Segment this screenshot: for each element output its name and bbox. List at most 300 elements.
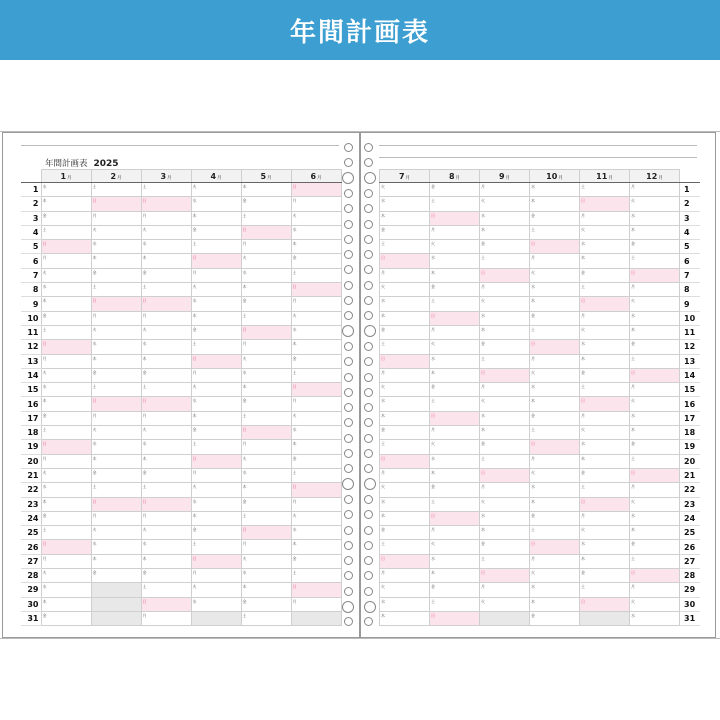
day-cell[interactable] — [241, 254, 291, 268]
day-cell[interactable] — [41, 325, 91, 339]
day-cell[interactable] — [191, 368, 241, 382]
day-cell[interactable] — [430, 483, 480, 497]
day-cell[interactable] — [141, 254, 191, 268]
day-cell[interactable] — [380, 340, 430, 354]
day-cell[interactable] — [141, 511, 191, 525]
day-cell[interactable] — [580, 468, 630, 482]
day-cell[interactable] — [480, 540, 530, 554]
day-cell[interactable] — [141, 383, 191, 397]
day-cell[interactable] — [41, 440, 91, 454]
day-cell[interactable] — [91, 197, 141, 211]
day-cell[interactable] — [630, 311, 680, 325]
day-cell[interactable] — [291, 426, 341, 440]
day-cell[interactable] — [530, 240, 580, 254]
day-cell[interactable] — [480, 383, 530, 397]
day-cell[interactable] — [380, 440, 430, 454]
day-cell[interactable] — [530, 583, 580, 597]
day-cell[interactable] — [430, 268, 480, 282]
day-cell[interactable] — [480, 511, 530, 525]
day-cell[interactable] — [241, 440, 291, 454]
day-cell[interactable] — [291, 340, 341, 354]
day-cell[interactable] — [291, 354, 341, 368]
day-cell[interactable] — [141, 554, 191, 568]
day-cell[interactable] — [630, 483, 680, 497]
day-cell[interactable] — [191, 526, 241, 540]
day-cell[interactable] — [580, 197, 630, 211]
day-cell[interactable] — [291, 540, 341, 554]
day-cell[interactable] — [41, 197, 91, 211]
day-cell[interactable] — [630, 497, 680, 511]
day-cell[interactable] — [191, 468, 241, 482]
day-cell[interactable] — [191, 183, 241, 197]
day-cell[interactable] — [480, 240, 530, 254]
day-cell[interactable] — [380, 197, 430, 211]
day-cell[interactable] — [380, 183, 430, 197]
day-cell[interactable] — [430, 311, 480, 325]
day-cell[interactable] — [430, 597, 480, 611]
day-cell[interactable] — [480, 397, 530, 411]
day-cell[interactable] — [380, 254, 430, 268]
day-cell[interactable] — [580, 283, 630, 297]
day-cell[interactable] — [141, 197, 191, 211]
day-cell[interactable] — [191, 540, 241, 554]
day-cell[interactable] — [291, 454, 341, 468]
day-cell[interactable] — [291, 497, 341, 511]
day-cell[interactable] — [241, 540, 291, 554]
day-cell[interactable] — [530, 283, 580, 297]
day-cell[interactable] — [241, 197, 291, 211]
day-cell[interactable] — [291, 511, 341, 525]
day-cell[interactable] — [530, 526, 580, 540]
day-cell[interactable] — [580, 311, 630, 325]
day-cell[interactable] — [291, 225, 341, 239]
day-cell[interactable] — [191, 268, 241, 282]
day-cell[interactable] — [191, 383, 241, 397]
day-cell[interactable] — [91, 597, 141, 611]
day-cell[interactable] — [380, 597, 430, 611]
day-cell[interactable] — [241, 368, 291, 382]
day-cell[interactable] — [580, 497, 630, 511]
day-cell[interactable] — [380, 297, 430, 311]
day-cell[interactable] — [480, 569, 530, 583]
day-cell[interactable] — [191, 211, 241, 225]
day-cell[interactable] — [580, 297, 630, 311]
day-cell[interactable] — [480, 283, 530, 297]
day-cell[interactable] — [291, 254, 341, 268]
day-cell[interactable] — [480, 526, 530, 540]
day-cell[interactable] — [530, 340, 580, 354]
day-cell[interactable] — [91, 540, 141, 554]
day-cell[interactable] — [41, 297, 91, 311]
day-cell[interactable] — [430, 611, 480, 625]
day-cell[interactable] — [141, 611, 191, 625]
day-cell[interactable] — [580, 440, 630, 454]
day-cell[interactable] — [380, 611, 430, 625]
day-cell[interactable] — [580, 354, 630, 368]
day-cell[interactable] — [480, 268, 530, 282]
day-cell[interactable] — [191, 240, 241, 254]
day-cell[interactable] — [141, 397, 191, 411]
day-cell[interactable] — [630, 554, 680, 568]
day-cell[interactable] — [91, 183, 141, 197]
day-cell[interactable] — [580, 511, 630, 525]
day-cell[interactable] — [41, 411, 91, 425]
day-cell[interactable] — [430, 297, 480, 311]
day-cell[interactable] — [291, 526, 341, 540]
day-cell[interactable] — [291, 397, 341, 411]
day-cell[interactable] — [580, 397, 630, 411]
day-cell[interactable] — [530, 611, 580, 625]
day-cell[interactable] — [91, 311, 141, 325]
day-cell[interactable] — [191, 611, 241, 625]
day-cell[interactable] — [580, 454, 630, 468]
day-cell[interactable] — [241, 483, 291, 497]
day-cell[interactable] — [91, 526, 141, 540]
day-cell[interactable] — [630, 454, 680, 468]
day-cell[interactable] — [580, 569, 630, 583]
day-cell[interactable] — [430, 183, 480, 197]
day-cell[interactable] — [241, 325, 291, 339]
day-cell[interactable] — [91, 611, 141, 625]
day-cell[interactable] — [630, 225, 680, 239]
day-cell[interactable] — [630, 583, 680, 597]
day-cell[interactable] — [241, 297, 291, 311]
day-cell[interactable] — [630, 197, 680, 211]
day-cell[interactable] — [141, 297, 191, 311]
day-cell[interactable] — [241, 397, 291, 411]
day-cell[interactable] — [291, 569, 341, 583]
day-cell[interactable] — [580, 411, 630, 425]
day-cell[interactable] — [530, 468, 580, 482]
day-cell[interactable] — [430, 340, 480, 354]
day-cell[interactable] — [430, 583, 480, 597]
day-cell[interactable] — [580, 340, 630, 354]
day-cell[interactable] — [141, 497, 191, 511]
day-cell[interactable] — [480, 354, 530, 368]
day-cell[interactable] — [191, 569, 241, 583]
day-cell[interactable] — [530, 426, 580, 440]
day-cell[interactable] — [141, 454, 191, 468]
day-cell[interactable] — [530, 554, 580, 568]
day-cell[interactable] — [141, 569, 191, 583]
day-cell[interactable] — [91, 468, 141, 482]
day-cell[interactable] — [430, 511, 480, 525]
day-cell[interactable] — [141, 283, 191, 297]
day-cell[interactable] — [430, 411, 480, 425]
day-cell[interactable] — [630, 383, 680, 397]
day-cell[interactable] — [580, 583, 630, 597]
day-cell[interactable] — [430, 283, 480, 297]
day-cell[interactable] — [530, 368, 580, 382]
day-cell[interactable] — [430, 197, 480, 211]
day-cell[interactable] — [91, 368, 141, 382]
day-cell[interactable] — [91, 240, 141, 254]
day-cell[interactable] — [41, 211, 91, 225]
day-cell[interactable] — [241, 526, 291, 540]
day-cell[interactable] — [530, 225, 580, 239]
day-cell[interactable] — [380, 397, 430, 411]
day-cell[interactable] — [91, 554, 141, 568]
day-cell[interactable] — [380, 368, 430, 382]
day-cell[interactable] — [630, 511, 680, 525]
day-cell[interactable] — [480, 426, 530, 440]
day-cell[interactable] — [241, 411, 291, 425]
day-cell[interactable] — [191, 426, 241, 440]
day-cell[interactable] — [530, 454, 580, 468]
day-cell[interactable] — [430, 454, 480, 468]
day-cell[interactable] — [480, 497, 530, 511]
day-cell[interactable] — [380, 468, 430, 482]
day-cell[interactable] — [291, 411, 341, 425]
day-cell[interactable] — [580, 325, 630, 339]
day-cell[interactable] — [480, 483, 530, 497]
day-cell[interactable] — [380, 540, 430, 554]
day-cell[interactable] — [530, 354, 580, 368]
day-cell[interactable] — [480, 468, 530, 482]
day-cell[interactable] — [480, 597, 530, 611]
day-cell[interactable] — [41, 497, 91, 511]
day-cell[interactable] — [380, 511, 430, 525]
day-cell[interactable] — [530, 440, 580, 454]
day-cell[interactable] — [41, 569, 91, 583]
day-cell[interactable] — [191, 554, 241, 568]
day-cell[interactable] — [380, 483, 430, 497]
day-cell[interactable] — [630, 397, 680, 411]
day-cell[interactable] — [241, 611, 291, 625]
day-cell[interactable] — [41, 468, 91, 482]
day-cell[interactable] — [630, 368, 680, 382]
day-cell[interactable] — [91, 569, 141, 583]
day-cell[interactable] — [630, 597, 680, 611]
day-cell[interactable] — [380, 411, 430, 425]
day-cell[interactable] — [291, 283, 341, 297]
day-cell[interactable] — [91, 397, 141, 411]
day-cell[interactable] — [91, 454, 141, 468]
day-cell[interactable] — [580, 483, 630, 497]
day-cell[interactable] — [241, 183, 291, 197]
day-cell[interactable] — [141, 354, 191, 368]
day-cell[interactable] — [141, 440, 191, 454]
day-cell[interactable] — [291, 554, 341, 568]
day-cell[interactable] — [430, 225, 480, 239]
day-cell[interactable] — [91, 225, 141, 239]
day-cell[interactable] — [480, 340, 530, 354]
day-cell[interactable] — [241, 554, 291, 568]
day-cell[interactable] — [141, 540, 191, 554]
day-cell[interactable] — [580, 540, 630, 554]
day-cell[interactable] — [430, 468, 480, 482]
day-cell[interactable] — [480, 197, 530, 211]
day-cell[interactable] — [191, 454, 241, 468]
day-cell[interactable] — [191, 497, 241, 511]
day-cell[interactable] — [191, 411, 241, 425]
day-cell[interactable] — [630, 569, 680, 583]
day-cell[interactable] — [141, 483, 191, 497]
day-cell[interactable] — [380, 240, 430, 254]
day-cell[interactable] — [480, 183, 530, 197]
day-cell[interactable] — [41, 383, 91, 397]
day-cell[interactable] — [191, 397, 241, 411]
day-cell[interactable] — [241, 354, 291, 368]
day-cell[interactable] — [141, 426, 191, 440]
day-cell[interactable] — [241, 383, 291, 397]
day-cell[interactable] — [380, 325, 430, 339]
day-cell[interactable] — [291, 211, 341, 225]
day-cell[interactable] — [380, 211, 430, 225]
day-cell[interactable] — [141, 597, 191, 611]
day-cell[interactable] — [141, 411, 191, 425]
day-cell[interactable] — [480, 311, 530, 325]
day-cell[interactable] — [480, 325, 530, 339]
day-cell[interactable] — [91, 297, 141, 311]
day-cell[interactable] — [430, 325, 480, 339]
day-cell[interactable] — [630, 426, 680, 440]
day-cell[interactable] — [141, 340, 191, 354]
day-cell[interactable] — [241, 311, 291, 325]
day-cell[interactable] — [291, 368, 341, 382]
day-cell[interactable] — [530, 511, 580, 525]
day-cell[interactable] — [41, 611, 91, 625]
day-cell[interactable] — [291, 468, 341, 482]
day-cell[interactable] — [480, 254, 530, 268]
day-cell[interactable] — [480, 225, 530, 239]
day-cell[interactable] — [91, 411, 141, 425]
day-cell[interactable] — [530, 325, 580, 339]
day-cell[interactable] — [41, 426, 91, 440]
day-cell[interactable] — [480, 583, 530, 597]
day-cell[interactable] — [380, 225, 430, 239]
day-cell[interactable] — [630, 240, 680, 254]
day-cell[interactable] — [91, 511, 141, 525]
day-cell[interactable] — [291, 611, 341, 625]
day-cell[interactable] — [91, 268, 141, 282]
day-cell[interactable] — [630, 340, 680, 354]
day-cell[interactable] — [91, 283, 141, 297]
day-cell[interactable] — [241, 211, 291, 225]
day-cell[interactable] — [241, 426, 291, 440]
day-cell[interactable] — [41, 268, 91, 282]
day-cell[interactable] — [480, 611, 530, 625]
day-cell[interactable] — [580, 368, 630, 382]
day-cell[interactable] — [630, 183, 680, 197]
day-cell[interactable] — [630, 297, 680, 311]
day-cell[interactable] — [241, 583, 291, 597]
day-cell[interactable] — [630, 526, 680, 540]
day-cell[interactable] — [291, 483, 341, 497]
day-cell[interactable] — [41, 483, 91, 497]
day-cell[interactable] — [380, 454, 430, 468]
day-cell[interactable] — [530, 211, 580, 225]
day-cell[interactable] — [291, 311, 341, 325]
day-cell[interactable] — [530, 383, 580, 397]
day-cell[interactable] — [241, 468, 291, 482]
day-cell[interactable] — [41, 526, 91, 540]
day-cell[interactable] — [580, 183, 630, 197]
day-cell[interactable] — [430, 426, 480, 440]
day-cell[interactable] — [41, 540, 91, 554]
day-cell[interactable] — [41, 225, 91, 239]
day-cell[interactable] — [630, 468, 680, 482]
day-cell[interactable] — [530, 569, 580, 583]
day-cell[interactable] — [91, 583, 141, 597]
day-cell[interactable] — [41, 254, 91, 268]
day-cell[interactable] — [91, 497, 141, 511]
day-cell[interactable] — [241, 597, 291, 611]
day-cell[interactable] — [630, 268, 680, 282]
day-cell[interactable] — [141, 225, 191, 239]
day-cell[interactable] — [530, 311, 580, 325]
day-cell[interactable] — [380, 526, 430, 540]
day-cell[interactable] — [141, 240, 191, 254]
day-cell[interactable] — [191, 483, 241, 497]
day-cell[interactable] — [41, 368, 91, 382]
day-cell[interactable] — [530, 254, 580, 268]
day-cell[interactable] — [241, 569, 291, 583]
day-cell[interactable] — [430, 440, 480, 454]
day-cell[interactable] — [630, 254, 680, 268]
day-cell[interactable] — [41, 597, 91, 611]
day-cell[interactable] — [141, 526, 191, 540]
day-cell[interactable] — [191, 440, 241, 454]
day-cell[interactable] — [191, 597, 241, 611]
day-cell[interactable] — [630, 283, 680, 297]
day-cell[interactable] — [580, 611, 630, 625]
day-cell[interactable] — [191, 311, 241, 325]
day-cell[interactable] — [191, 283, 241, 297]
day-cell[interactable] — [430, 397, 480, 411]
day-cell[interactable] — [91, 383, 141, 397]
day-cell[interactable] — [141, 368, 191, 382]
day-cell[interactable] — [430, 540, 480, 554]
day-cell[interactable] — [91, 340, 141, 354]
day-cell[interactable] — [380, 569, 430, 583]
day-cell[interactable] — [91, 483, 141, 497]
day-cell[interactable] — [41, 511, 91, 525]
day-cell[interactable] — [41, 354, 91, 368]
day-cell[interactable] — [530, 597, 580, 611]
day-cell[interactable] — [191, 325, 241, 339]
day-cell[interactable] — [480, 554, 530, 568]
day-cell[interactable] — [580, 240, 630, 254]
day-cell[interactable] — [241, 225, 291, 239]
day-cell[interactable] — [380, 497, 430, 511]
day-cell[interactable] — [630, 611, 680, 625]
day-cell[interactable] — [530, 483, 580, 497]
day-cell[interactable] — [91, 354, 141, 368]
day-cell[interactable] — [530, 540, 580, 554]
day-cell[interactable] — [380, 354, 430, 368]
day-cell[interactable] — [530, 183, 580, 197]
day-cell[interactable] — [41, 397, 91, 411]
day-cell[interactable] — [380, 283, 430, 297]
day-cell[interactable] — [380, 554, 430, 568]
day-cell[interactable] — [430, 354, 480, 368]
day-cell[interactable] — [91, 325, 141, 339]
day-cell[interactable] — [191, 583, 241, 597]
day-cell[interactable] — [91, 426, 141, 440]
day-cell[interactable] — [580, 383, 630, 397]
day-cell[interactable] — [380, 383, 430, 397]
day-cell[interactable] — [430, 211, 480, 225]
day-cell[interactable] — [430, 240, 480, 254]
day-cell[interactable] — [291, 297, 341, 311]
day-cell[interactable] — [191, 340, 241, 354]
day-cell[interactable] — [530, 297, 580, 311]
day-cell[interactable] — [291, 597, 341, 611]
day-cell[interactable] — [91, 254, 141, 268]
day-cell[interactable] — [430, 254, 480, 268]
day-cell[interactable] — [480, 454, 530, 468]
